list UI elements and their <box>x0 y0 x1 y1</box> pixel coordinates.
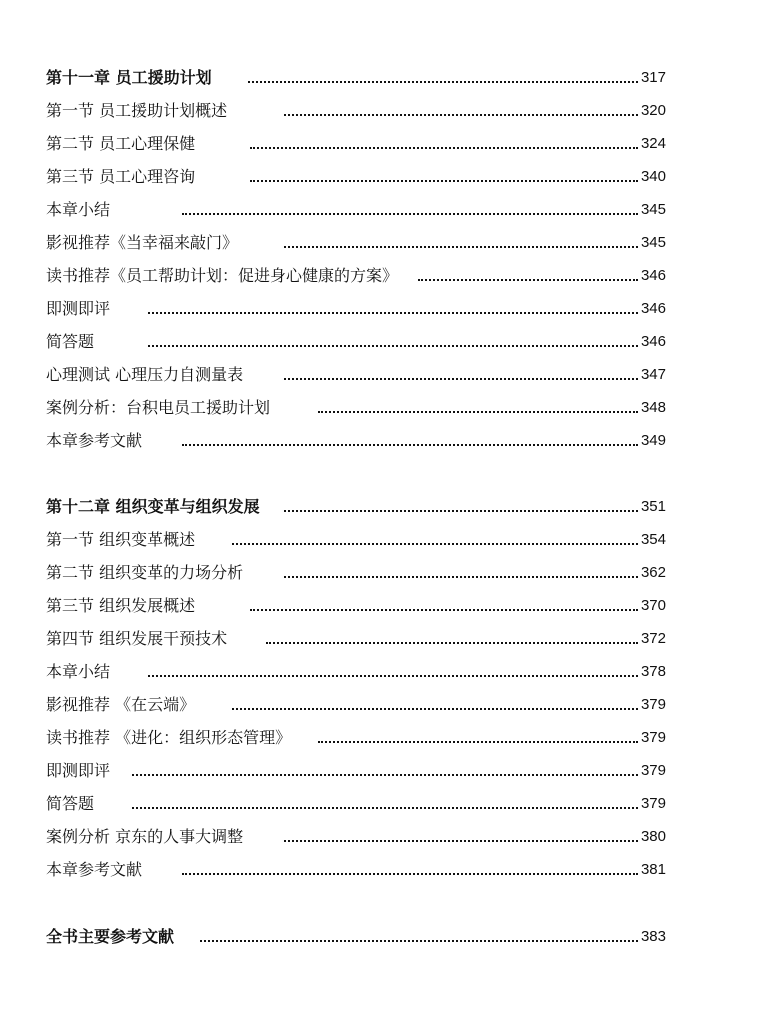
page-number: 346 <box>640 300 666 317</box>
entry-label: 第三节 组织发展概述 <box>46 596 196 615</box>
dot-leader <box>250 180 638 182</box>
page-number: 349 <box>640 432 666 449</box>
entry-label: 第一节 组织变革概述 <box>46 530 196 549</box>
entry-label: 心理测试 心理压力自测量表 <box>46 365 244 384</box>
toc-entry[interactable] <box>46 627 666 651</box>
entry-label: 第二节 员工心理保健 <box>46 134 196 153</box>
page-number: 320 <box>640 102 666 119</box>
dot-leader <box>318 411 638 413</box>
dot-leader <box>182 444 638 446</box>
entry-label: 读书推荐 《进化：组织形态管理》 <box>46 728 292 747</box>
dot-leader <box>200 940 638 942</box>
dot-leader <box>148 345 638 347</box>
dot-leader <box>182 873 638 875</box>
page-number: 379 <box>640 696 666 713</box>
dot-leader <box>132 807 638 809</box>
references-heading[interactable] <box>46 925 666 949</box>
entry-label: 案例分析 京东的人事大调整 <box>46 827 244 846</box>
toc-entry[interactable] <box>46 858 666 882</box>
entry-label: 第一节 员工援助计划概述 <box>46 101 228 120</box>
page-number: 372 <box>640 630 666 647</box>
entry-label: 本章参考文献 <box>46 860 143 879</box>
page-number: 379 <box>640 729 666 746</box>
dot-leader <box>418 279 638 281</box>
entry-label: 影视推荐《当幸福来敲门》 <box>46 233 239 252</box>
toc-entry[interactable] <box>46 594 666 618</box>
entry-label: 本章小结 <box>46 200 111 219</box>
page-number: 383 <box>640 928 666 945</box>
entry-label: 读书推荐《员工帮助计划：促进身心健康的方案》 <box>46 266 399 285</box>
chapter-title: 第十二章 组织变革与组织发展 <box>46 497 260 516</box>
page-number: 347 <box>640 366 666 383</box>
toc-entry[interactable] <box>46 561 666 585</box>
dot-leader <box>148 675 638 677</box>
dot-leader <box>284 114 638 116</box>
dot-leader <box>318 741 638 743</box>
page-number: 340 <box>640 168 666 185</box>
toc-entry[interactable] <box>46 264 666 288</box>
entry-label: 影视推荐 《在云端》 <box>46 695 196 714</box>
dot-leader <box>132 774 638 776</box>
toc-entry[interactable] <box>46 528 666 552</box>
dot-leader <box>284 378 638 380</box>
entry-label: 本章小结 <box>46 662 111 681</box>
page-number: 351 <box>640 498 666 515</box>
entry-label: 第二节 组织变革的力场分析 <box>46 563 244 582</box>
entry-label: 即测即评 <box>46 299 111 318</box>
toc-entry[interactable] <box>46 198 666 222</box>
page-number: 324 <box>640 135 666 152</box>
toc-entry[interactable] <box>46 429 666 453</box>
toc-entry[interactable] <box>46 825 666 849</box>
dot-leader <box>284 510 638 512</box>
page-number: 346 <box>640 267 666 284</box>
page-number: 379 <box>640 762 666 779</box>
page-number: 380 <box>640 828 666 845</box>
dot-leader <box>182 213 638 215</box>
entry-label: 案例分析：台积电员工援助计划 <box>46 398 271 417</box>
toc-entry[interactable] <box>46 330 666 354</box>
chapter-title: 第十一章 员工援助计划 <box>46 68 212 87</box>
toc-entry[interactable] <box>46 396 666 420</box>
toc-entry[interactable] <box>46 726 666 750</box>
page-number: 354 <box>640 531 666 548</box>
dot-leader <box>284 840 638 842</box>
page-number: 348 <box>640 399 666 416</box>
chapter-heading[interactable] <box>46 66 666 90</box>
page-number: 379 <box>640 795 666 812</box>
dot-leader <box>284 246 638 248</box>
dot-leader <box>248 81 638 83</box>
toc-entry[interactable] <box>46 660 666 684</box>
dot-leader <box>284 576 638 578</box>
dot-leader <box>266 642 638 644</box>
toc-entry[interactable] <box>46 99 666 123</box>
dot-leader <box>250 147 638 149</box>
dot-leader <box>232 543 638 545</box>
page-number: 362 <box>640 564 666 581</box>
page-number: 346 <box>640 333 666 350</box>
page-number: 381 <box>640 861 666 878</box>
page-number: 345 <box>640 201 666 218</box>
entry-label: 即测即评 <box>46 761 111 780</box>
toc-entry[interactable] <box>46 297 666 321</box>
dot-leader <box>250 609 638 611</box>
references-title: 全书主要参考文献 <box>46 927 175 946</box>
page-number: 370 <box>640 597 666 614</box>
toc-entry[interactable] <box>46 363 666 387</box>
entry-label: 第三节 员工心理咨询 <box>46 167 196 186</box>
toc-entry[interactable] <box>46 132 666 156</box>
entry-label: 简答题 <box>46 332 95 351</box>
toc-entry[interactable] <box>46 759 666 783</box>
toc-entry[interactable] <box>46 693 666 717</box>
page-number: 378 <box>640 663 666 680</box>
toc-entry[interactable] <box>46 792 666 816</box>
page-number: 345 <box>640 234 666 251</box>
toc-entry[interactable] <box>46 231 666 255</box>
toc-entry[interactable] <box>46 165 666 189</box>
dot-leader <box>148 312 638 314</box>
page-number: 317 <box>640 69 666 86</box>
chapter-heading[interactable] <box>46 495 666 519</box>
entry-label: 第四节 组织发展干预技术 <box>46 629 228 648</box>
entry-label: 本章参考文献 <box>46 431 143 450</box>
dot-leader <box>232 708 638 710</box>
entry-label: 简答题 <box>46 794 95 813</box>
